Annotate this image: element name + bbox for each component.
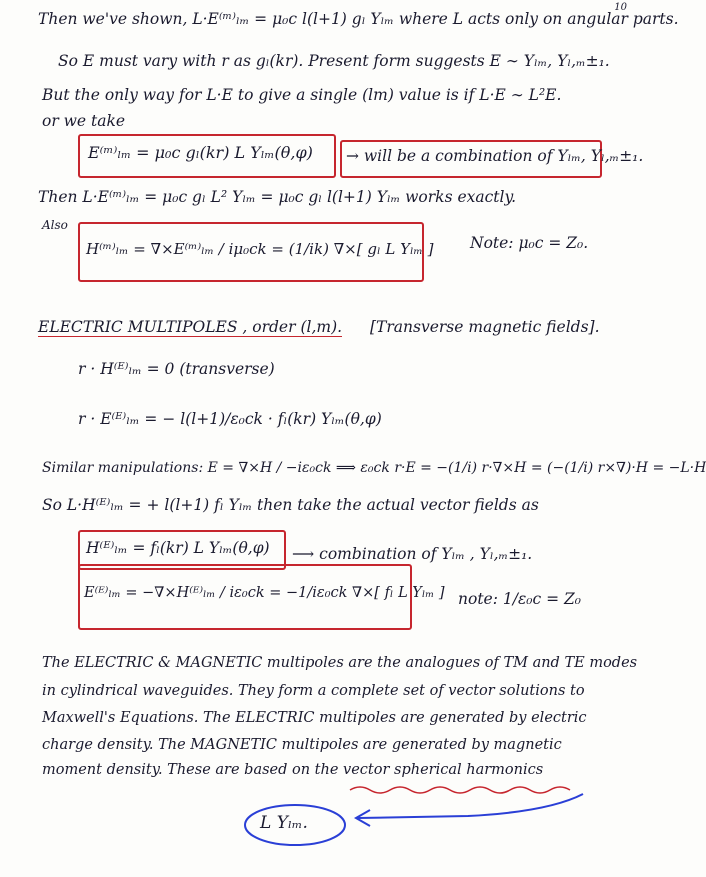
- line-similar-manipulations: Similar manipulations: E = ∇×H / −iε₀ck ⟹ ε₀ck r·E = −(1/i) r·∇×H = (−(1/i) r×∇)·H = −L·H: [42, 460, 706, 476]
- note-z0-electric: note: 1/ε₀c = Z₀: [458, 590, 581, 608]
- para-line-1: The ELECTRIC & MAGNETIC multipoles are the analogues of TM and TE modes: [42, 655, 638, 671]
- blue-arrow-icon: [348, 790, 588, 830]
- eq-h-electric: H⁽ᴱ⁾ₗₘ = fₗ(kr) L Yₗₘ(θ,φ): [86, 539, 270, 557]
- line-shown: Then we've shown, L·E⁽ᵐ⁾ₗₘ = μ₀c l(l+1) gₗ Yₗₘ where L acts only on angular parts.: [38, 10, 679, 28]
- note-combination-electric: ⟶ combination of Yₗₘ , Yₗ,ₘ±₁.: [292, 545, 533, 563]
- para-line-5: moment density. These are based on the vector spherical harmonics: [42, 762, 544, 778]
- para-line-3: Maxwell's Equations. The ELECTRIC multipoles are generated by electric: [42, 710, 587, 726]
- line-so-l-dot-h: So L·H⁽ᴱ⁾ₗₘ = + l(l+1) fₗ Yₗₘ then take the actual vector fields as: [42, 496, 539, 514]
- eq-r-dot-h: r · H⁽ᴱ⁾ₗₘ = 0 (transverse): [78, 360, 275, 378]
- eq-h-magnetic: H⁽ᵐ⁾ₗₘ = ∇×E⁽ᵐ⁾ₗₘ / iμ₀ck = (1/ik) ∇×[ gₗ L Yₗₘ ]: [86, 240, 434, 258]
- heading-electric-multipoles: [38, 318, 342, 336]
- note-z0: Note: μ₀c = Z₀.: [470, 234, 589, 252]
- page-number: 10: [614, 2, 627, 13]
- line-only-way: But the only way for L·E to give a single (lm) value is if L·E ∼ L²E.: [42, 86, 562, 104]
- para-line-4: charge density. The MAGNETIC multipoles are generated by magnetic: [42, 737, 562, 753]
- eq-e-magnetic: E⁽ᵐ⁾ₗₘ = μ₀c gₗ(kr) L Yₗₘ(θ,φ): [88, 143, 313, 162]
- para-line-2: in cylindrical waveguides. They form a complete set of vector solutions to: [42, 683, 585, 699]
- line-vary: So E must vary with r as gₗ(kr). Present form suggests E ∼ Yₗₘ, Yₗ,ₘ±₁.: [58, 52, 610, 70]
- label-also: Also: [42, 218, 68, 232]
- line-we-take: or we take: [42, 112, 126, 130]
- circled-l-ylm: L Yₗₘ.: [260, 813, 308, 833]
- line-works-exactly: Then L·E⁽ᵐ⁾ₗₘ = μ₀c gₗ L² Yₗₘ = μ₀c gₗ l(l+1) Yₗₘ works exactly.: [38, 188, 517, 206]
- eq-r-dot-e: r · E⁽ᴱ⁾ₗₘ = − l(l+1)/ε₀ck · fₗ(kr) Yₗₘ(θ,φ): [78, 410, 382, 428]
- eq-e-electric: E⁽ᴱ⁾ₗₘ = −∇×H⁽ᴱ⁾ₗₘ / iε₀ck = −1/iε₀ck ∇×[ fₗ L Yₗₘ ]: [84, 585, 445, 601]
- heading-transverse-note: [Transverse magnetic fields].: [370, 318, 600, 336]
- note-combination: → will be a combination of Yₗₘ, Yₗ,ₘ±₁.: [346, 147, 644, 165]
- heading-text: ELECTRIC MULTIPOLES , order (l,m).: [38, 318, 343, 336]
